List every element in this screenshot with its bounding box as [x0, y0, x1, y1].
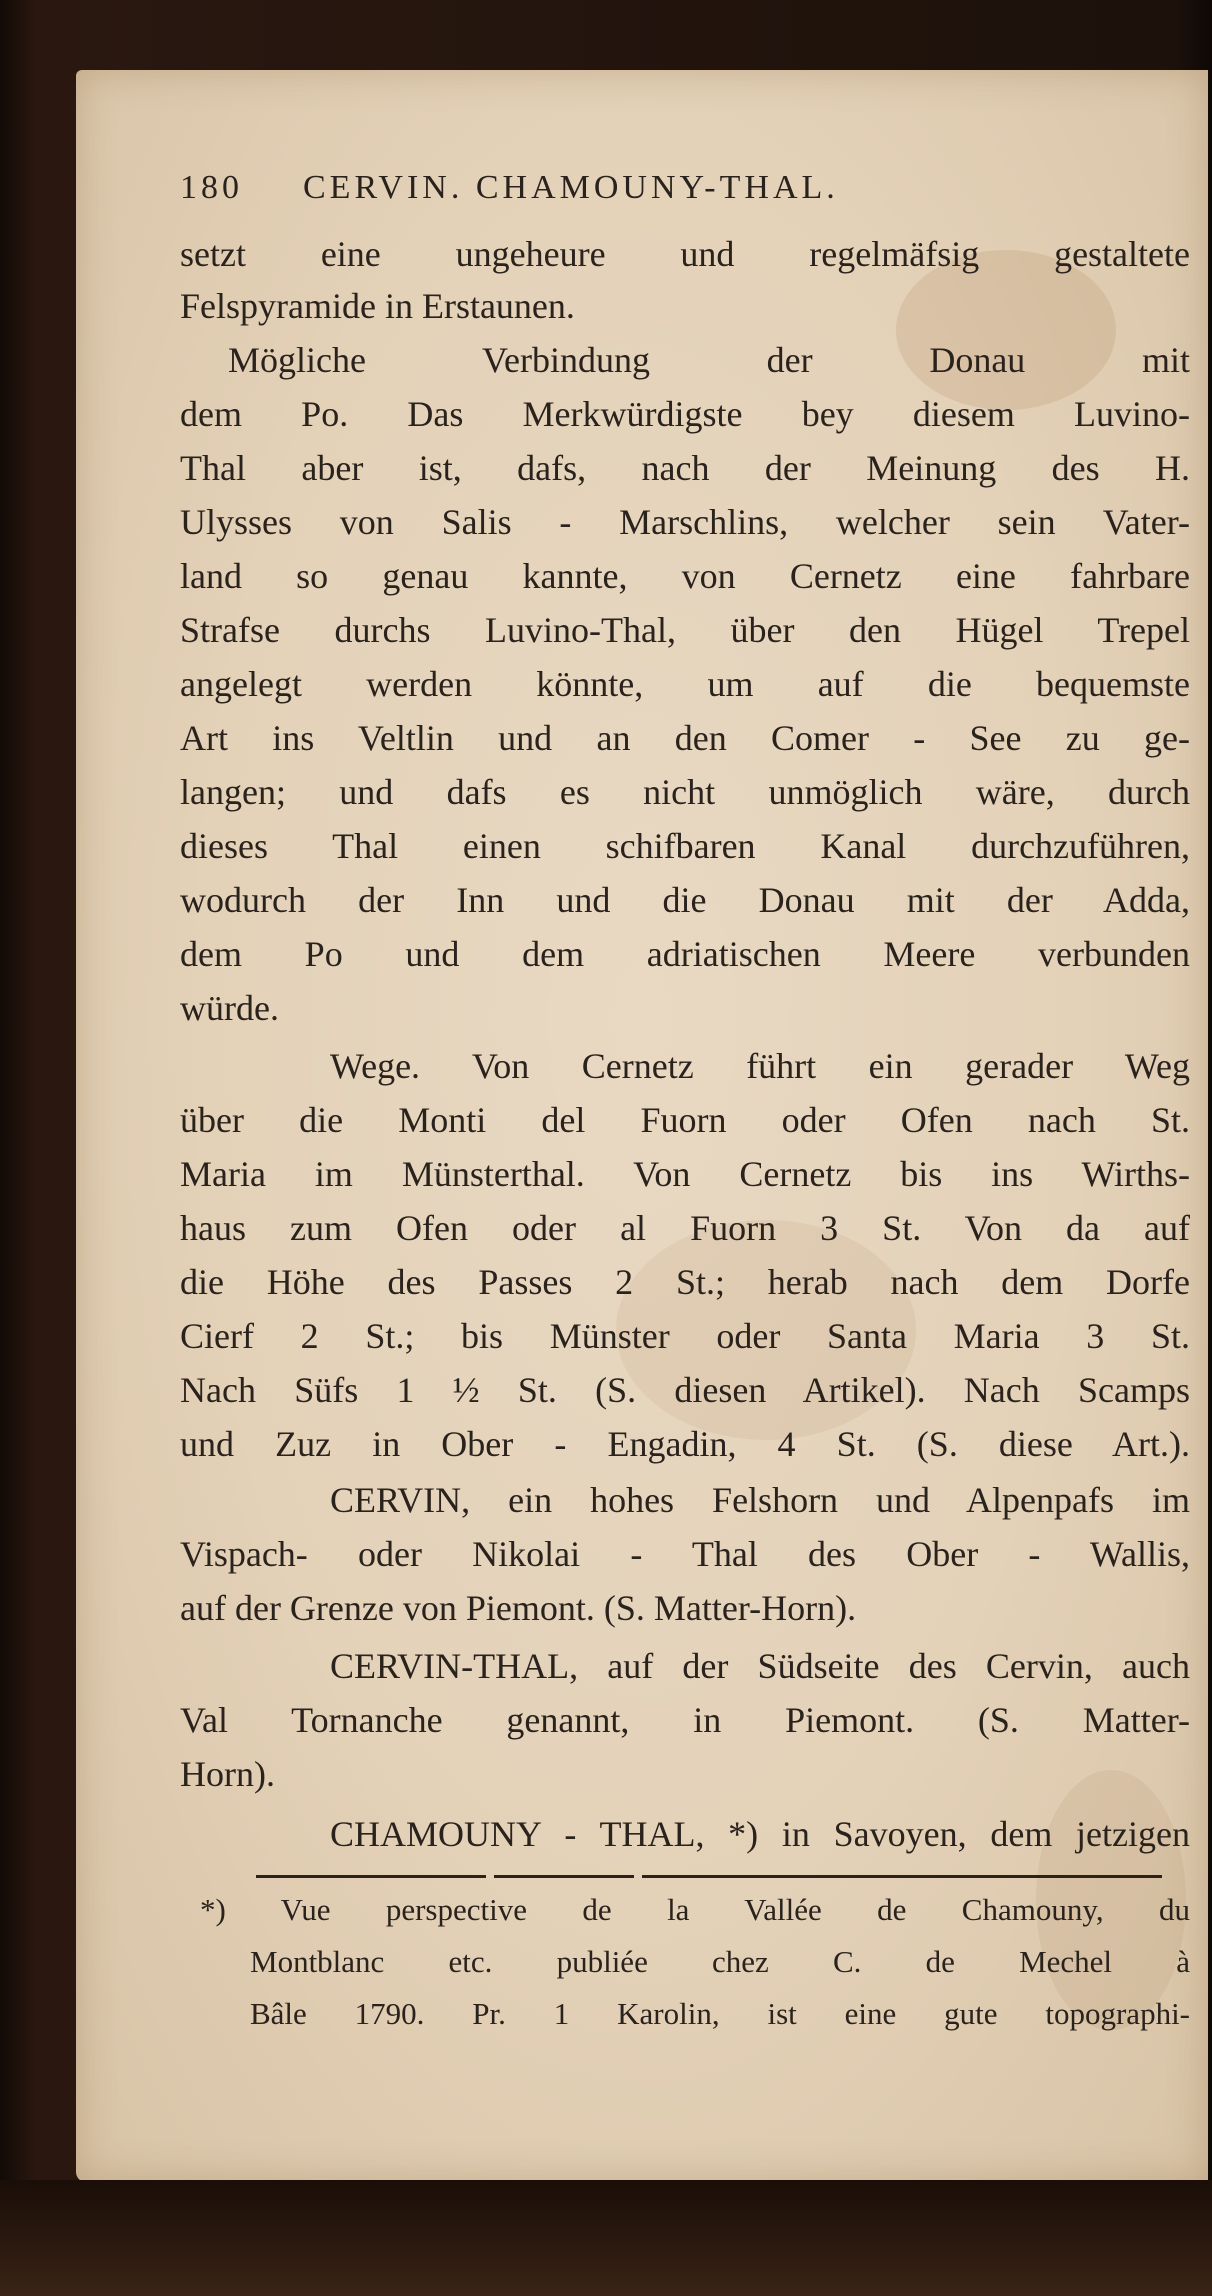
text-line: Val Tornanche genannt, in Piemont. (S. Matter- [180, 1700, 1190, 1740]
text-line: würde. [180, 988, 279, 1028]
text-line: Mögliche Verbindung der Donau mit [228, 340, 1190, 380]
text-line: Thal aber ist, dafs, nach der Meinung des H. [180, 448, 1190, 488]
running-title: CERVIN. CHAMOUNY-THAL. [303, 169, 839, 206]
text-line: dieses Thal einen schifbaren Kanal durchzuführen, [180, 826, 1190, 866]
running-head [180, 162, 1000, 214]
text-line: setzt eine ungeheure und regelmäfsig gestaltete [180, 234, 1190, 274]
text-line: Nach Süfs 1 ½ St. (S. diesen Artikel). Nach Scamps [180, 1370, 1190, 1410]
text-line: land so genau kannte, von Cernetz eine fahrbare [180, 556, 1190, 596]
text-line: Cierf 2 St.; bis Münster oder Santa Maria 3 St. [180, 1316, 1190, 1356]
text-line: und Zuz in Ober - Engadin, 4 St. (S. diese Art.). [180, 1424, 1190, 1464]
text-line: haus zum Ofen oder al Fuorn 3 St. Von da auf [180, 1208, 1190, 1248]
text-line: CHAMOUNY - THAL, *) in Savoyen, dem jetzigen [330, 1814, 1190, 1854]
text-line: langen; und dafs es nicht unmöglich wäre, durch [180, 772, 1190, 812]
text-line: Maria im Münsterthal. Von Cernetz bis ins Wirths- [180, 1154, 1190, 1194]
text-line: CERVIN-THAL, auf der Südseite des Cervin, auch [330, 1646, 1190, 1686]
text-line: über die Monti del Fuorn oder Ofen nach St. [180, 1100, 1190, 1140]
text-line: auf der Grenze von Piemont. (S. Matter-Horn). [180, 1588, 857, 1628]
text-line: Ulysses von Salis - Marschlins, welcher sein Vater- [180, 502, 1190, 542]
footnote-line: Montblanc etc. publiée chez C. de Mechel à [250, 1944, 1190, 1979]
text-line: die Höhe des Passes 2 St.; herab nach dem Dorfe [180, 1262, 1190, 1302]
text-line: Strafse durchs Luvino-Thal, über den Hügel Trepel [180, 610, 1190, 650]
text-line: angelegt werden könnte, um auf die bequemste [180, 664, 1190, 704]
text-line: dem Po. Das Merkwürdigste bey diesem Luvino- [180, 394, 1190, 434]
text-line: wodurch der Inn und die Donau mit der Adda, [180, 880, 1190, 920]
page-number: 180 [180, 169, 243, 206]
footnote-line: *) Vue perspective de la Vallée de Chamouny, du [200, 1892, 1190, 1927]
text-line: Vispach- oder Nikolai - Thal des Ober - Wallis, [180, 1534, 1190, 1574]
footnote-line: Bâle 1790. Pr. 1 Karolin, ist eine gute topographi- [250, 1996, 1190, 2031]
text-line: Wege. Von Cernetz führt ein gerader Weg [330, 1046, 1190, 1086]
text-line: Felspyramide in Erstaunen. [180, 286, 575, 326]
footnote-rule [256, 1866, 1176, 1872]
book-edge [0, 2180, 1212, 2296]
text-line: Horn). [180, 1754, 275, 1794]
text-line: CERVIN, ein hohes Felshorn und Alpenpafs im [330, 1480, 1190, 1520]
text-line: Art ins Veltlin und an den Comer - See zu ge- [180, 718, 1190, 758]
text-line: dem Po und dem adriatischen Meere verbunden [180, 934, 1190, 974]
